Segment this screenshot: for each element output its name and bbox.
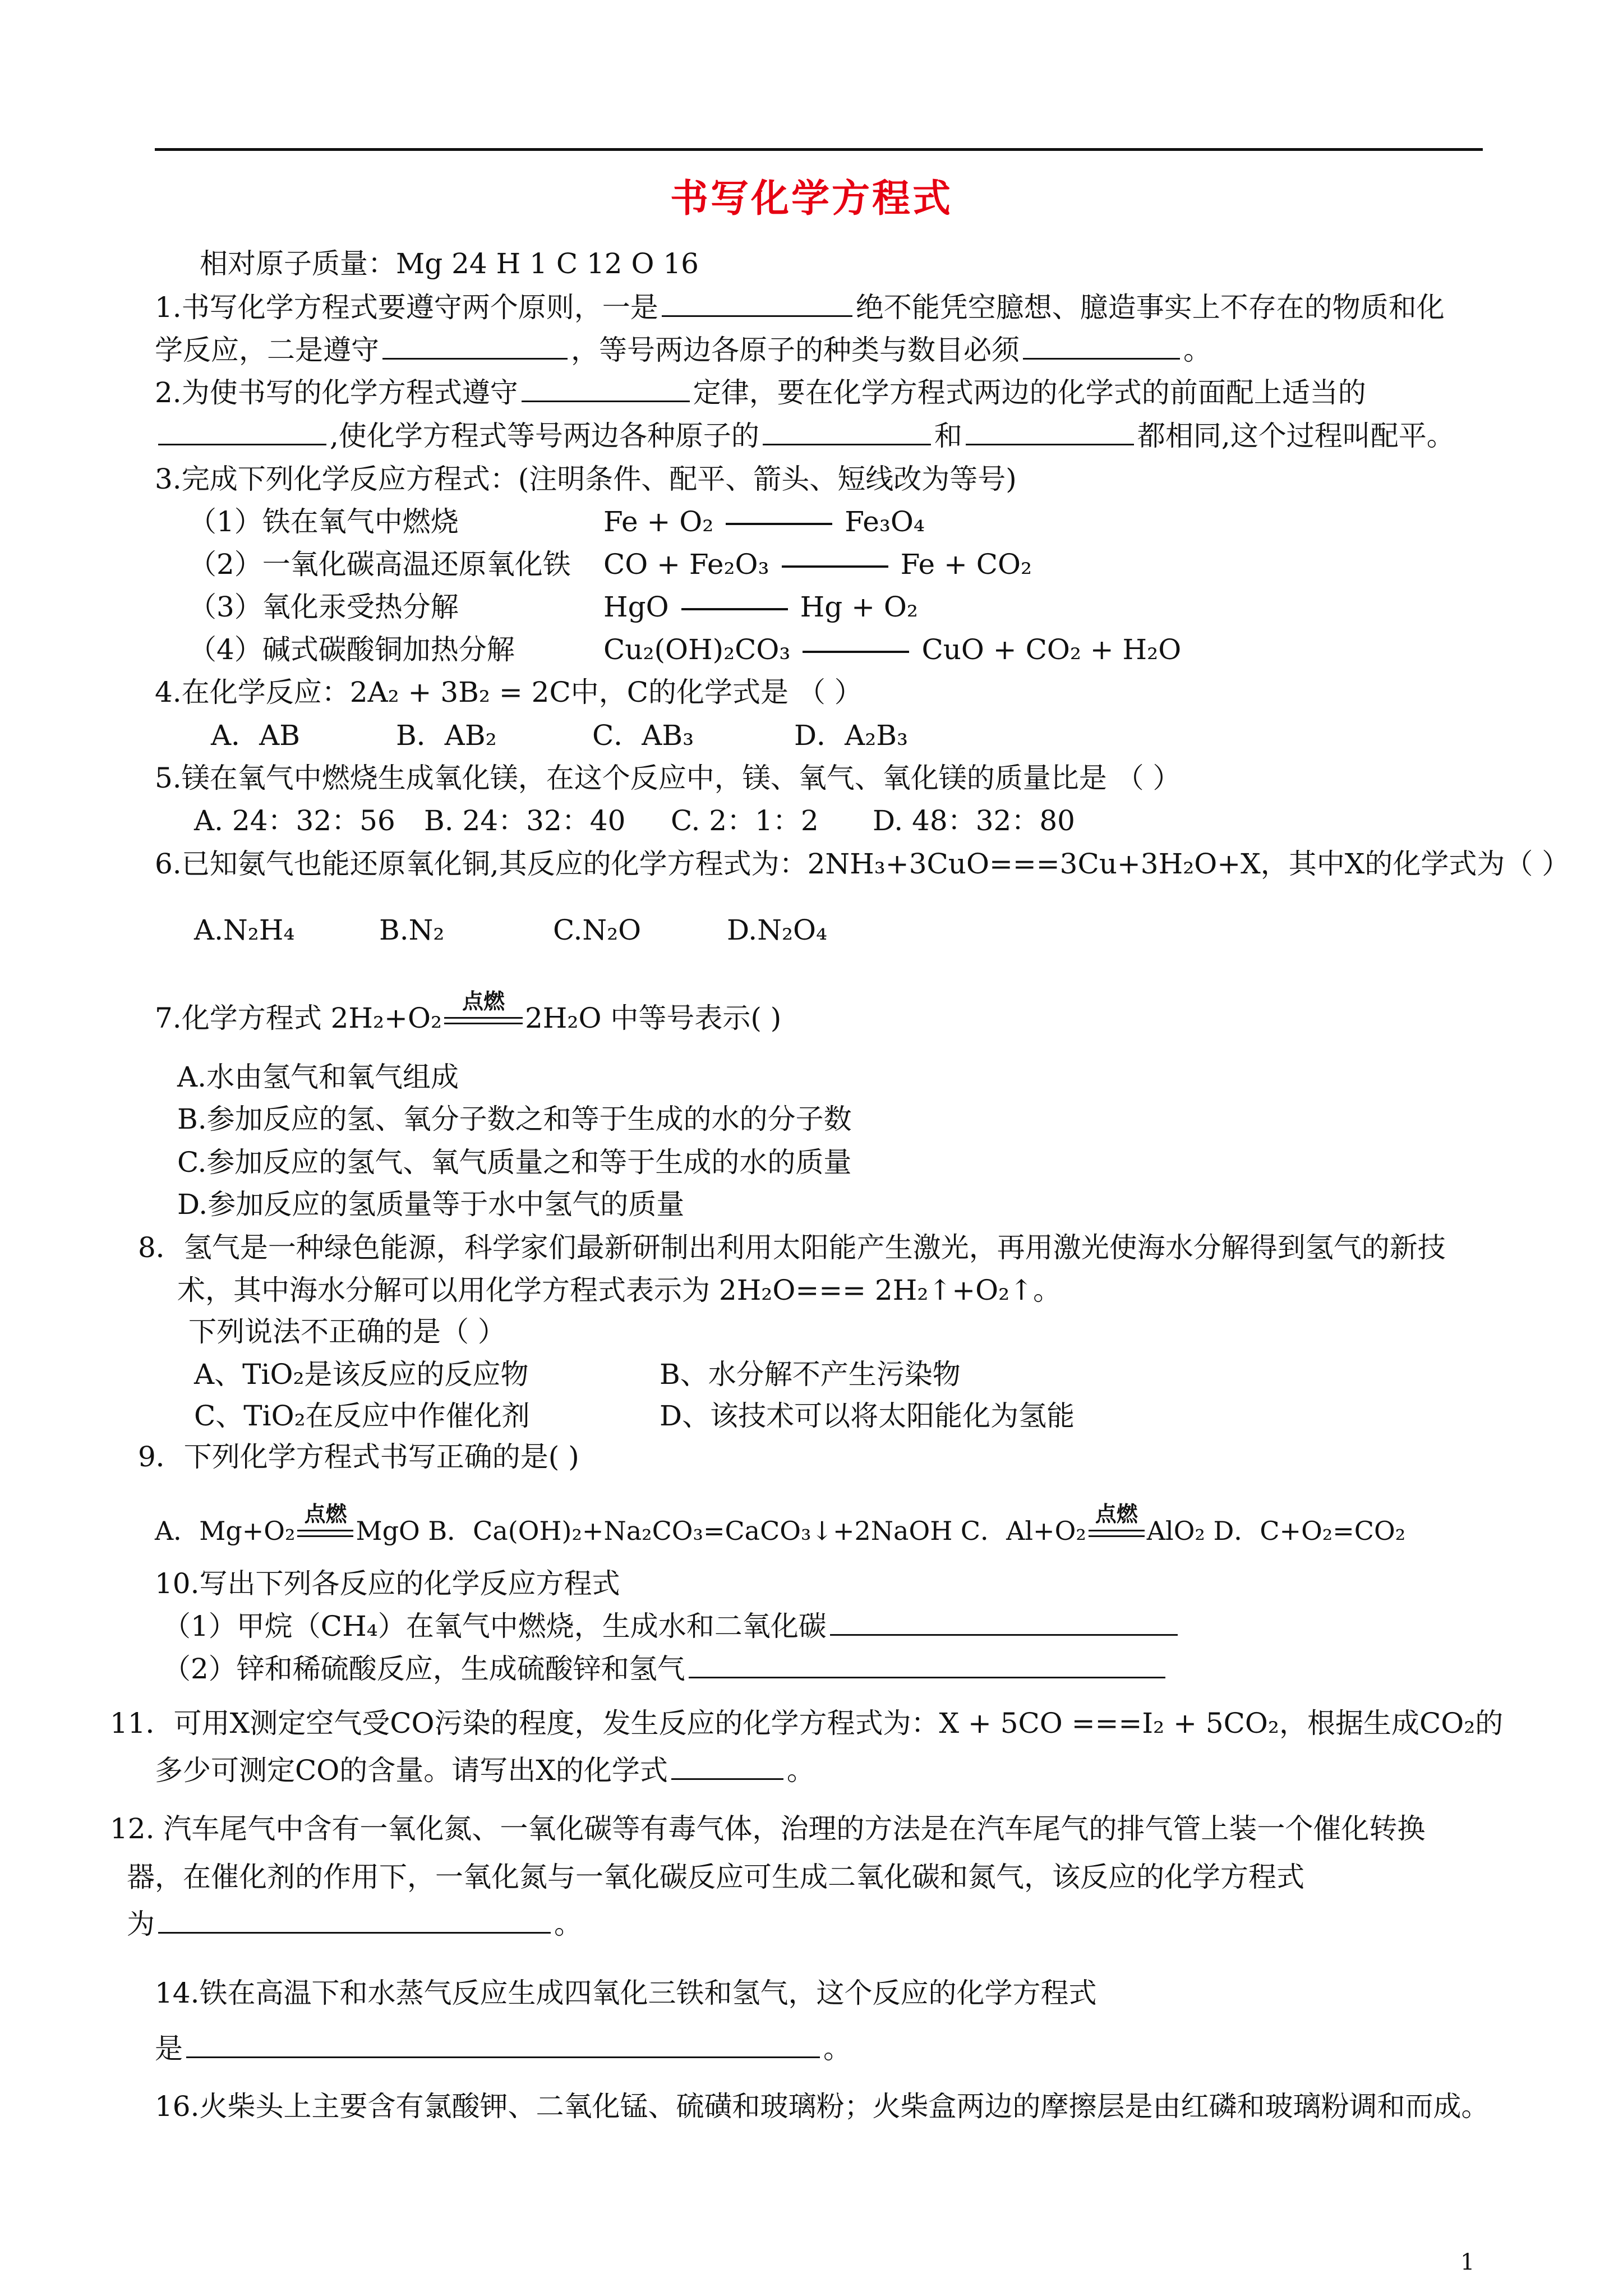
reaction-line [726,523,832,525]
q9-option-bc-text: MgO B．Ca(OH)₂+Na₂CO₃=CaCO₃↓+2NaOH C．Al+O₂ [356,1516,1086,1546]
q9-stem: 9．下列化学方程式书写正确的是( ) [138,1441,579,1473]
reaction-line [782,565,888,568]
q8-option-d[interactable]: D、该技术可以将太阳能化为氢能 [660,1400,1075,1432]
q3-lhs: Fe + O₂ [603,505,714,538]
q1-text-a: 1.书写化学方程式要遵守两个原则，一是 [155,291,658,324]
q1-blank-2[interactable] [382,332,568,360]
q3-lhs: HgO [603,591,669,623]
q11-text-a: 多少可测定CO的含量。请写出X的化学式 [155,1754,668,1787]
q12-text-b: 。 [554,1908,582,1940]
q6-option-c[interactable]: C.N₂O [553,914,642,946]
q2-text-c: ,使化学方程式等号两边各种原子的 [330,420,759,452]
q7-text-pre: 7.化学方程式 2H₂+O₂ [155,1002,442,1034]
q3-equation-4 [603,632,1181,668]
condition-equals [1089,1501,1145,1544]
q14-line2 [155,2031,851,2067]
q9-option-cd-text: AlO₂ D．C+O₂=CO₂ [1146,1516,1406,1546]
q1-blank-1[interactable] [662,289,852,317]
q11-line1: 11．可用X测定空气受CO污染的程度，发生反应的化学方程式为：X + 5CO ===I₂ + 5CO₂，根据生成CO₂的 [110,1707,1504,1740]
q2-text-b: 定律，要在化学方程式两边的化学式的前面配上适当的 [693,376,1366,409]
q10-item-2-text: （2）锌和稀硫酸反应，生成硫酸锌和氢气 [163,1653,685,1685]
q6-option-b[interactable]: B.N₂ [379,914,445,946]
q6-option-a[interactable]: A.N₂H₄ [194,914,295,946]
q4-option-c[interactable]: C．AB₃ [592,719,694,752]
q2-blank-2[interactable] [158,418,326,445]
q3-item-label: （1）铁在氧气中燃烧 [188,505,459,538]
page-number: 1 [1460,2249,1475,2275]
q3-rhs: CuO + CO₂ + H₂O [921,633,1182,666]
q2-blank-1[interactable] [522,375,690,402]
q4-option-d[interactable]: D．A₂B₃ [794,719,909,752]
q1-line2 [155,332,1211,368]
q12-blank[interactable] [158,1906,551,1934]
q14-blank[interactable] [186,2031,820,2058]
q3-rhs: Fe₃O₄ [845,505,925,538]
q5-option-b[interactable]: B. 24：32：40 [424,804,626,837]
q2-blank-3[interactable] [763,418,931,445]
q12-line2: 器，在催化剂的作用下，一氧化氮与一氧化碳反应可生成二氧化碳和氮气，该反应的化学方程式 [127,1861,1304,1893]
q14-line1: 14.铁在高温下和水蒸气反应生成四氧化三铁和氢气，这个反应的化学方程式 [155,1977,1097,2009]
q7-text-post: 2H₂O 中等号表示( ) [525,1002,782,1034]
page-title: 书写化学方程式 [670,176,953,221]
q12-text-a: 为 [127,1908,155,1940]
q1-line1 [155,289,1445,325]
q1-text-b: 绝不能凭空臆想、臆造事实上不存在的物质和化 [855,291,1445,324]
q8-option-c[interactable]: C、TiO₂在反应中作催化剂 [194,1400,530,1432]
q5-option-a[interactable]: A. 24：32：56 [194,804,395,837]
q11-text-b: 。 [786,1754,815,1787]
q16-line1: 16.火柴头上主要含有氯酸钾、二氧化锰、硫磺和玻璃粉；火柴盒两边的摩擦层是由红磷和玻璃粉调和而成。 [155,2090,1490,2123]
q7-stem [155,988,782,1036]
q8-line3: 下列说法不正确的是（ ） [188,1315,506,1348]
q2-line1 [155,375,1366,411]
q3-equation-2 [603,546,1032,582]
q3-item-4 [188,632,515,668]
q3-item-label: （2）一氧化碳高温还原氧化铁 [188,548,571,581]
condition-equals [297,1501,353,1544]
q3-stem: 3.完成下列化学反应方程式：(注明条件、配平、箭头、短线改为等号) [155,463,1017,495]
q6-stem: 6.已知氨气也能还原氧化铜,其反应的化学方程式为：2NH₃+3CuO===3Cu+3H₂O+X，其中X的化学式为（ ） [155,848,1570,880]
q5-stem: 5.镁在氧气中燃烧生成氧化镁，在这个反应中，镁、氧气、氧化镁的质量比是 （ ） [155,762,1181,794]
q7-option-b[interactable]: B.参加反应的氢、氧分子数之和等于生成的水的分子数 [177,1103,852,1135]
q12-line1: 12. 汽车尾气中含有一氧化氮、一氧化碳等有毒气体，治理的方法是在汽车尾气的排气管上装一个催化转换 [110,1812,1426,1845]
q3-item-3 [188,589,459,625]
q8-option-b[interactable]: B、水分解不产生污染物 [660,1358,961,1391]
q3-item-label: （4）碱式碳酸铜加热分解 [188,633,515,666]
q10-stem: 10.写出下列各反应的化学反应方程式 [155,1567,620,1600]
q2-line2 [155,418,1455,454]
header-rule [155,148,1483,151]
q8-option-a[interactable]: A、TiO₂是该反应的反应物 [194,1358,529,1391]
q2-blank-4[interactable] [966,418,1134,445]
q3-equation-1 [603,504,925,540]
q3-equation-3 [603,589,918,625]
q1-text-c: 学反应，二是遵守 [155,334,379,366]
q10-item-2 [163,1651,1169,1687]
q3-item-label: （3）氧化汞受热分解 [188,591,459,623]
q7-option-d[interactable]: D.参加反应的氢质量等于水中氢气的质量 [177,1188,685,1221]
condition-label: 点燃 [1095,1501,1138,1526]
q7-option-a[interactable]: A.水由氢气和氧气组成 [177,1061,459,1093]
q4-stem: 4.在化学反应：2A₂ + 3B₂ = 2C中，C的化学式是 （ ） [155,676,863,708]
q11-line2 [155,1752,815,1788]
q10-blank-1[interactable] [830,1608,1178,1636]
q9-option-a-text: A．Mg+O₂ [155,1516,296,1546]
q3-item-1 [188,504,459,540]
q1-text-d: ，等号两边各原子的种类与数目必须 [571,334,1020,366]
q3-lhs: CO + Fe₂O₃ [603,548,769,581]
q3-item-2 [188,546,571,582]
q3-lhs: Cu₂(OH)₂CO₃ [603,633,791,666]
q8-line2: 术，其中海水分解可以用化学方程式表示为 2H₂O=== 2H₂↑+O₂↑。 [177,1274,1062,1306]
q9-options[interactable] [155,1501,1406,1549]
q14-text-b: 。 [823,2032,851,2065]
q3-rhs: Fe + CO₂ [900,548,1032,581]
reaction-line [681,608,788,610]
reaction-line [803,651,909,653]
condition-equals [444,988,523,1032]
condition-label: 点燃 [462,988,505,1014]
q8-line1: 8．氢气是一种绿色能源，科学家们最新研制出利用太阳能产生激光，再用激光使海水分解得到氢气的新技 [138,1231,1446,1264]
q7-option-c[interactable]: C.参加反应的氢气、氧气质量之和等于生成的水的质量 [177,1146,852,1179]
q2-text-a: 2.为使书写的化学方程式遵守 [155,376,518,409]
q1-blank-3[interactable] [1023,332,1180,360]
q4-option-b[interactable]: B．AB₂ [396,719,497,752]
q1-text-e: 。 [1183,334,1211,366]
q12-line3 [127,1906,582,1942]
q10-item-1 [163,1608,1181,1644]
q5-option-d[interactable]: D. 48：32：80 [873,804,1075,837]
atomic-masses: 相对原子质量：Mg 24 H 1 C 12 O 16 [200,247,699,280]
q3-rhs: Hg + O₂ [800,591,918,623]
q14-text-a: 是 [155,2032,183,2065]
q10-item-1-text: （1）甲烷（CH₄）在氧气中燃烧，生成水和二氧化碳 [163,1610,827,1642]
q2-text-e: 都相同,这个过程叫配平。 [1137,420,1455,452]
q10-blank-2[interactable] [689,1651,1165,1678]
q6-option-d[interactable]: D.N₂O₄ [727,914,828,946]
q5-option-c[interactable]: C. 2：1：2 [671,804,819,837]
q11-blank[interactable] [671,1752,783,1780]
condition-label: 点燃 [304,1501,347,1526]
q2-text-d: 和 [934,420,962,452]
q4-option-a[interactable]: A．AB [211,719,300,752]
